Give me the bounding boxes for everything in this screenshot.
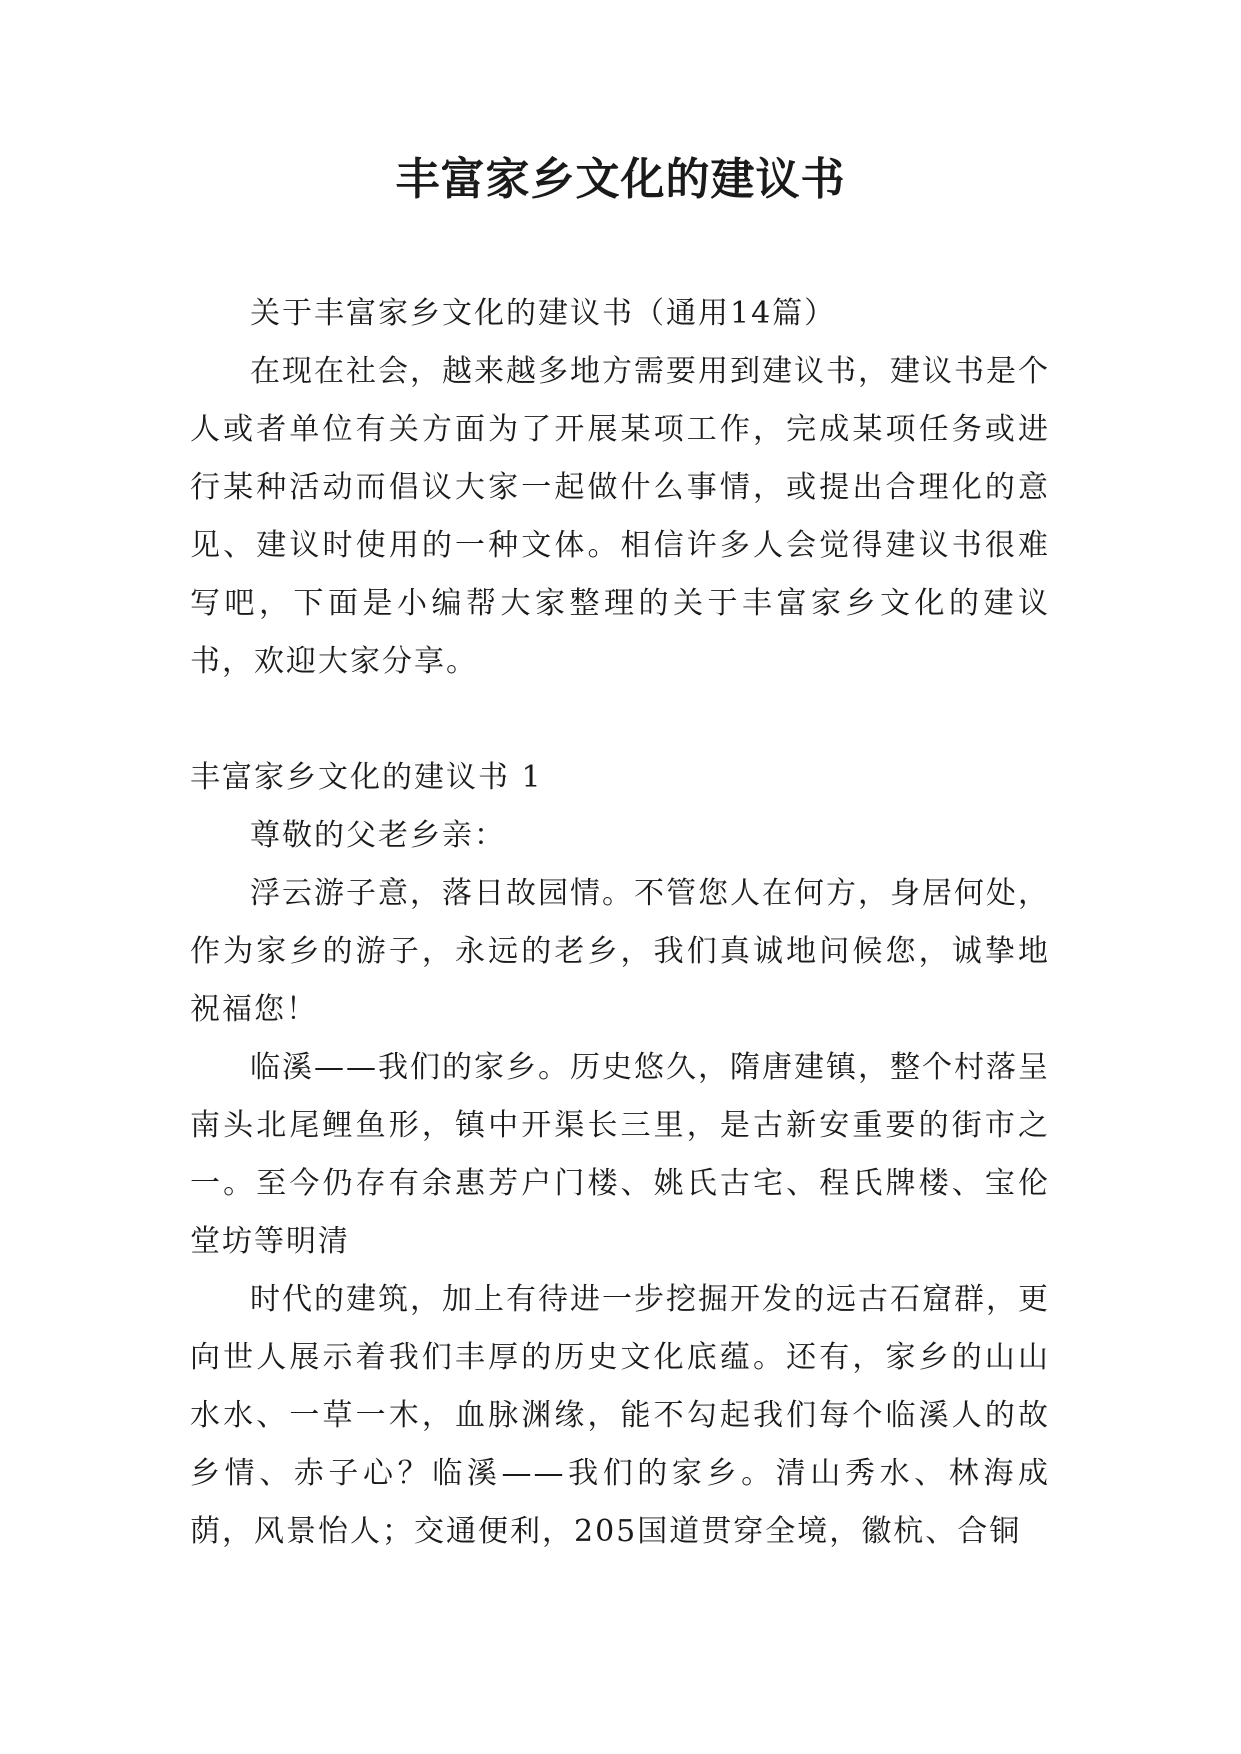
section-spacer [190, 691, 1050, 749]
subtitle-paragraph: 关于丰富家乡文化的建议书（通用14篇） [250, 296, 837, 331]
document-body [190, 285, 1050, 1561]
body-paragraph: 临溪——我们的家乡。历史悠久，隋唐建镇，整个村落呈南头北尾鲤鱼形，镇中开渠长三里，是古新安重要的街市之一。至今仍存有余惠芳户门楼、姚氏古宅、程氏牌楼、宝伦堂坊等明清 [190, 1050, 1050, 1259]
body-paragraph: 时代的建筑，加上有待进一步挖掘开发的远古石窟群，更向世人展示着我们丰厚的历史文化底蕴。还有，家乡的山山水水、一草一木，血脉渊缘，能不勾起我们每个临溪人的故乡情、赤子心？临溪——我们的家乡。清山秀水、林海成荫，风景怡人；交通便利，205国道贯穿全境，徽杭、合铜 [190, 1282, 1050, 1549]
section-heading: 丰富家乡文化的建议书 1 [190, 760, 543, 795]
intro-paragraph: 在现在社会，越来越多地方需要用到建议书，建议书是个人或者单位有关方面为了开展某项工作，完成某项任务或进行某种活动而倡议大家一起做什么事情，或提出合理化的意见、建议时使用的一种文体。相信许多人会觉得建议书很难写吧，下面是小编帮大家整理的关于丰富家乡文化的建议书，欢迎大家分享。 [190, 354, 1050, 679]
salutation-paragraph: 尊敬的父老乡亲： [250, 818, 506, 853]
document-title: 丰富家乡文化的建议书 [395, 154, 846, 205]
body-paragraph: 浮云游子意，落日故园情。不管您人在何方，身居何处，作为家乡的游子，永远的老乡，我们真诚地问候您，诚挚地祝福您！ [190, 876, 1050, 1027]
